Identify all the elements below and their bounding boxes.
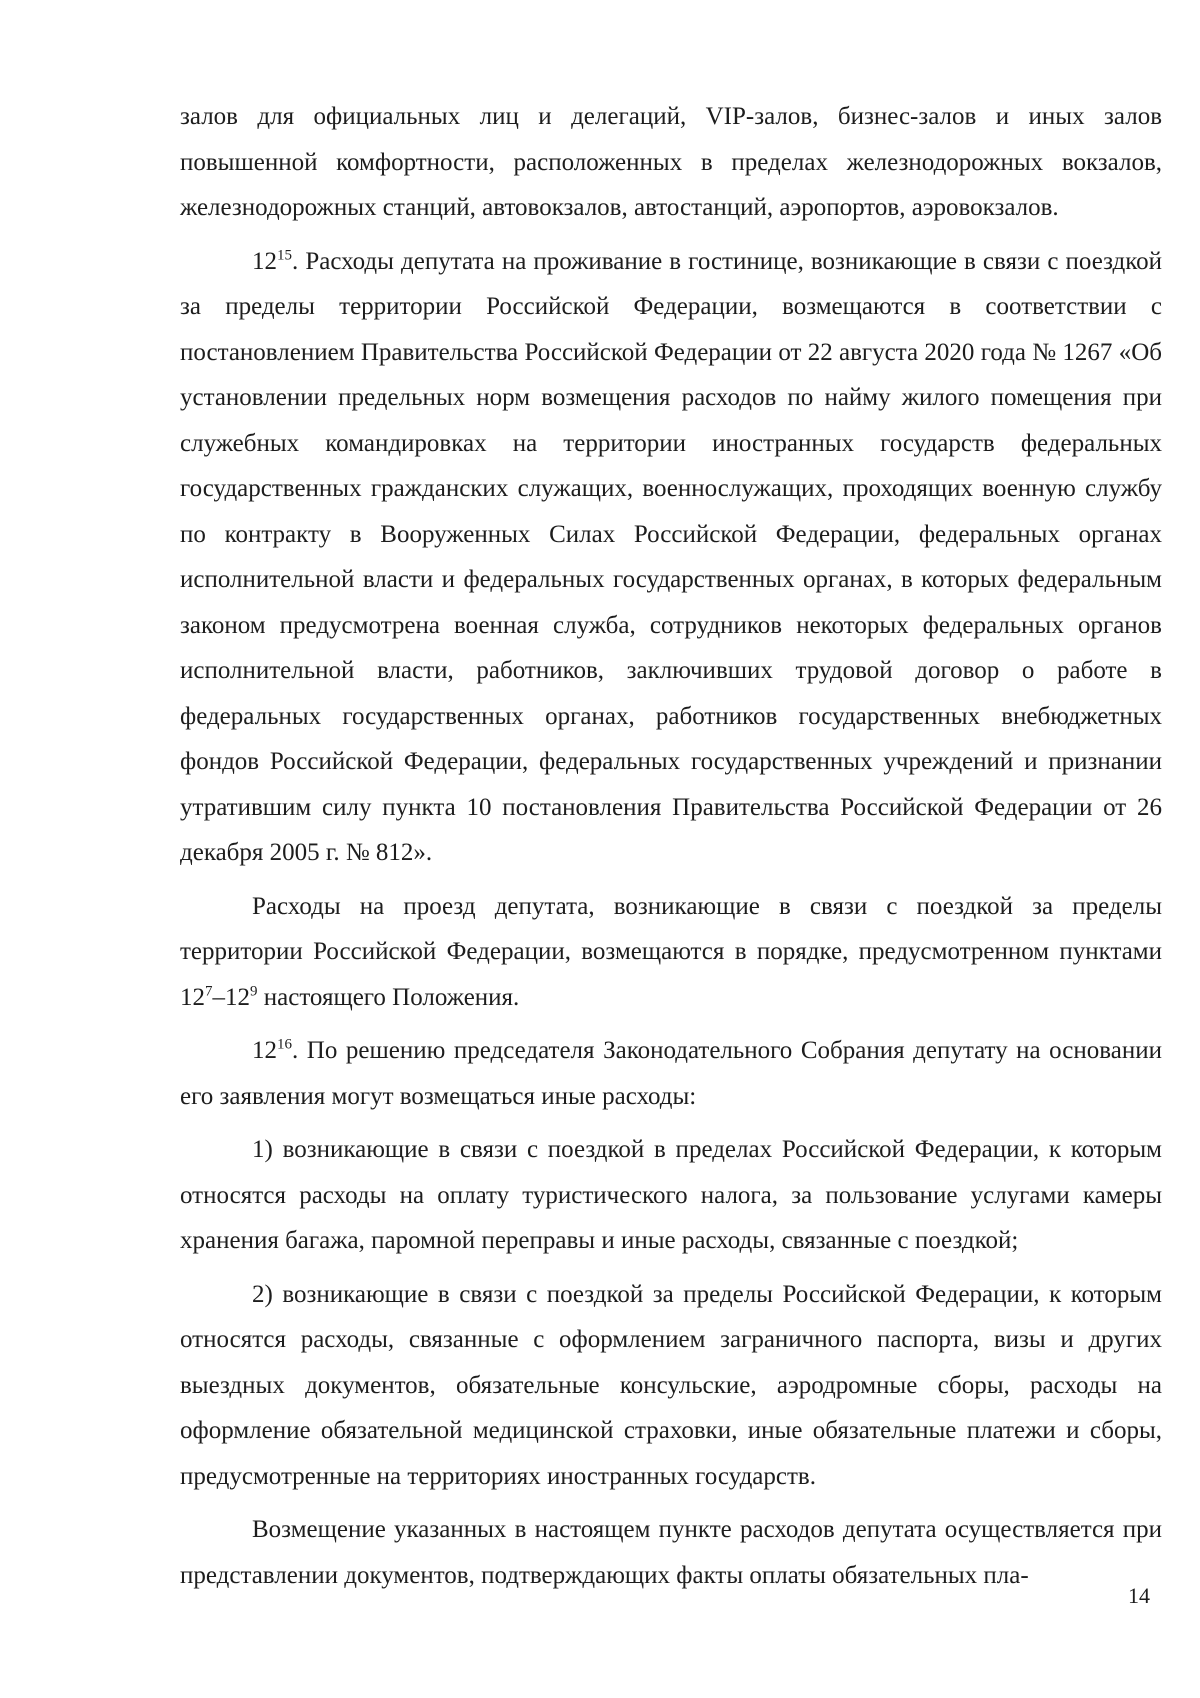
clause-range-dash: –12	[212, 983, 250, 1011]
clause-superscript: 16	[277, 1036, 292, 1053]
document-body	[180, 94, 1162, 1598]
page-number: 14	[1128, 1583, 1150, 1608]
paragraph-text: Расходы на проезд депутата, возникающие в связи с поездкой за пределы территории Российской Федерации, возмещаются в порядке, предусмотренном пунктами 12	[180, 892, 1162, 1011]
paragraph-continuation	[180, 94, 1162, 231]
paragraph-text: . Расходы депутата на проживание в гостинице, возникающие в связи с поездкой за пределы территории Российской Федерации, возмещаются в соответствии с постановлением Правительства Российской Федерации от 22 августа 2020 года № 1267 «Об установлении предельных норм возмещения расходов по найму жилого помещения при служебных командировках на территории иностранных государств федеральных государственных гражданских служащих, военнослужащих, проходящих военную службу по контракту в Вооруженных Силах Российской Федерации, федеральных органах исполнительной власти и федеральных государственных органах, в которых федеральным законом предусмотрена военная служба, сотрудников некоторых федеральных органов исполнительной власти, работников, заключивших трудовой договор о работе в федеральных государственных органах, работников государственных внебюджетных фондов Российской Федерации, федеральных государственных учреждений и признании утратившим силу пункта 10 постановления Правительства Российской Федерации от 26 декабря 2005 г. № 812».	[180, 247, 1162, 866]
clause-number: 12	[252, 247, 277, 275]
paragraph-travel-expenses	[180, 884, 1162, 1021]
paragraph-text: Возмещение указанных в настоящем пункте расходов депутата осуществляется при представлении документов, подтверждающих факты оплаты обязательных пла-	[180, 1516, 1162, 1589]
clause-superscript: 7	[205, 983, 213, 1000]
clause-superscript: 15	[277, 247, 292, 264]
paragraph-text: 2) возникающие в связи с поездкой за пределы Российской Федерации, к которым относятся расходы, связанные с оформлением заграничного паспорта, визы и других выездных документов, обязательные консульские, аэродромные сборы, расходы на оформление обязательной медицинской страховки, иные обязательные платежи и сборы, предусмотренные на территориях иностранных государств.	[180, 1280, 1162, 1490]
paragraph-reimbursement	[180, 1507, 1162, 1598]
paragraph-12-16	[180, 1028, 1162, 1119]
paragraph-text: 1) возникающие в связи с поездкой в пределах Российской Федерации, к которым относятся расходы на оплату туристического налога, за пользование услугами камеры хранения багажа, паромной переправы и иные расходы, связанные с поездкой;	[180, 1136, 1162, 1254]
paragraph-text: настоящего Положения.	[257, 983, 520, 1011]
list-item-1	[180, 1127, 1162, 1264]
clause-superscript: 9	[250, 983, 258, 1000]
paragraph-text: . По решению председателя Законодательного Собрания депутату на основании его заявления могут возмещаться иные расходы:	[180, 1037, 1162, 1110]
clause-number: 12	[252, 1037, 277, 1064]
list-item-2	[180, 1272, 1162, 1500]
paragraph-12-15	[180, 239, 1162, 876]
paragraph-text: залов для официальных лиц и делегаций, VIP-залов, бизнес-залов и иных залов повышенной комфортности, расположенных в пределах железнодорожных вокзалов, железнодорожных станций, автовокзалов, автостанций, аэропортов, аэровокзалов.	[180, 103, 1162, 221]
